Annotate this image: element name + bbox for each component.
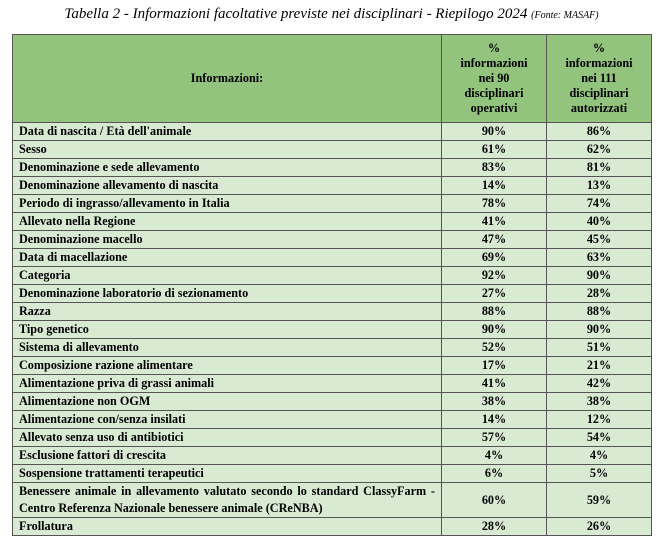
row-label: Alimentazione non OGM [13,393,442,411]
caption-title: Tabella 2 - Informazioni facoltative previste nei disciplinari - Riepilogo 2024 [64,6,528,22]
header-autorizzati-line: informazioni [565,56,633,70]
table-row [13,141,652,159]
row-value-operativi: 78% [442,195,547,213]
row-value-autorizzati: 90% [547,321,652,339]
row-label: Sospensione trattamenti terapeutici [13,465,442,483]
row-value-operativi: 27% [442,285,547,303]
row-value-autorizzati: 88% [547,303,652,321]
row-value-operativi: 92% [442,267,547,285]
row-label: Esclusione fattori di crescita [13,447,442,465]
summary-table [12,34,652,536]
row-label: Denominazione allevamento di nascita [13,177,442,195]
row-value-operativi: 47% [442,231,547,249]
row-value-operativi: 69% [442,249,547,267]
row-value-operativi: 57% [442,429,547,447]
row-value-autorizzati: 38% [547,393,652,411]
row-label: Periodo di ingrasso/allevamento in Italia [13,195,442,213]
table-row [13,177,652,195]
header-operativi-line: informazioni [460,56,528,70]
table-row [13,195,652,213]
header-operativi-line: operativi [470,101,518,115]
row-value-autorizzati: 5% [547,465,652,483]
table-row [13,339,652,357]
table-row [13,159,652,177]
row-label: Categoria [13,267,442,285]
row-value-operativi: 6% [442,465,547,483]
row-value-autorizzati: 12% [547,411,652,429]
row-value-autorizzati: 42% [547,375,652,393]
row-value-autorizzati: 4% [547,447,652,465]
table-row [13,249,652,267]
header-autorizzati-line: disciplinari [569,86,629,100]
row-value-autorizzati: 21% [547,357,652,375]
row-value-autorizzati: 40% [547,213,652,231]
table-row [13,285,652,303]
table-row [13,231,652,249]
row-value-operativi: 61% [442,141,547,159]
caption-source: (Fonte: MASAF) [531,10,599,21]
header-operativi-line: % [487,41,501,55]
row-value-operativi: 52% [442,339,547,357]
row-value-operativi: 90% [442,123,547,141]
row-value-autorizzati: 62% [547,141,652,159]
table-row [13,357,652,375]
row-value-autorizzati: 28% [547,285,652,303]
row-value-autorizzati: 13% [547,177,652,195]
row-label: Tipo genetico [13,321,442,339]
header-autorizzati-line: nei 111 [581,71,617,85]
row-label: Sesso [13,141,442,159]
table-caption [0,4,663,26]
header-operativi [442,35,547,123]
row-label: Denominazione laboratorio di sezionamento [13,285,442,303]
row-value-operativi: 88% [442,303,547,321]
row-label: Sistema di allevamento [13,339,442,357]
row-value-operativi: 83% [442,159,547,177]
table-row [13,518,652,536]
table-row [13,447,652,465]
row-value-autorizzati: 26% [547,518,652,536]
header-info: Informazioni: [13,35,442,123]
row-value-operativi: 38% [442,393,547,411]
header-operativi-line: nei 90 [478,71,510,85]
row-label: Alimentazione priva di grassi animali [13,375,442,393]
row-value-autorizzati: 51% [547,339,652,357]
row-value-autorizzati: 59% [547,483,652,518]
row-label: Data di macellazione [13,249,442,267]
row-label: Benessere animale in allevamento valutato secondo lo standard ClassyFarm - Centro Referenza Nazionale benessere animale (CReNBA) [13,483,442,518]
row-label: Allevato senza uso di antibiotici [13,429,442,447]
table-row [13,303,652,321]
table-row [13,393,652,411]
header-autorizzati [547,35,652,123]
row-value-autorizzati: 74% [547,195,652,213]
row-label: Razza [13,303,442,321]
row-value-autorizzati: 90% [547,267,652,285]
row-value-autorizzati: 63% [547,249,652,267]
row-label: Allevato nella Regione [13,213,442,231]
row-value-operativi: 41% [442,213,547,231]
row-label: Data di nascita / Età dell'animale [13,123,442,141]
row-value-operativi: 14% [442,411,547,429]
row-value-autorizzati: 54% [547,429,652,447]
table-row [13,483,652,518]
row-value-operativi: 4% [442,447,547,465]
table-row [13,429,652,447]
header-autorizzati-line: autorizzati [570,101,628,115]
row-value-operativi: 60% [442,483,547,518]
row-value-autorizzati: 86% [547,123,652,141]
row-label: Composizione razione alimentare [13,357,442,375]
table-row [13,267,652,285]
header-operativi-line: disciplinari [464,86,524,100]
row-value-operativi: 17% [442,357,547,375]
table-row [13,321,652,339]
row-label: Denominazione macello [13,231,442,249]
table-row [13,411,652,429]
row-label: Frollatura [13,518,442,536]
row-label: Alimentazione con/senza insilati [13,411,442,429]
row-value-operativi: 14% [442,177,547,195]
row-value-operativi: 90% [442,321,547,339]
table-row [13,375,652,393]
row-value-operativi: 41% [442,375,547,393]
row-value-autorizzati: 45% [547,231,652,249]
row-label: Denominazione e sede allevamento [13,159,442,177]
header-autorizzati-line: % [592,41,606,55]
row-value-autorizzati: 81% [547,159,652,177]
table-row [13,465,652,483]
table-row [13,123,652,141]
row-value-operativi: 28% [442,518,547,536]
table-header-row [13,35,652,123]
table-row [13,213,652,231]
